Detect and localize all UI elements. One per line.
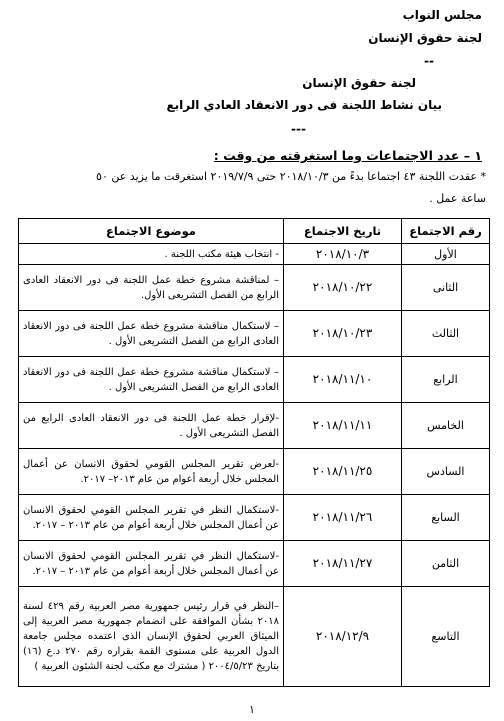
parliament-name: مجلس النواب: [402, 8, 482, 22]
meetings-summary-line2: ساعة عمل .: [429, 192, 486, 205]
section-heading: ١ – عدد الاجتماعات وما استغرقته من وقت :: [213, 148, 482, 163]
table-row: [19, 265, 490, 311]
meeting-topic: –النظر في قرار رئيس جمهورية مصر العربية رقم ٤٢٩ لسنة ٢٠١٨ بشأن الموافقة على انضمام جمهورية مصر العربية إلى الميثاق العربي لحقوق الإنسان الذى اعتمده مجلس جامعة الدول العربية على مستوى القمة بقراره رقم ٢٧٠ د.ع (١٦) بتاريخ ٢٠٠٤/٥/٢٣ ( مشترك مع مكتب لجنة الشئون العربية ): [19, 587, 284, 687]
meetings-summary-line1: * عقدت اللجنة ٤٣ اجتماعا بدءً من ٢٠١٨/١٠/٣ حتى ٢٠١٩/٧/٩ استغرقت ما يزيد عن ٥٠: [96, 170, 486, 183]
table-row: [19, 541, 490, 587]
meeting-date: ٢٠١٨/١١/١٠: [284, 357, 402, 403]
meeting-topic: -لإقرار خطة عمل اللجنة فى دور الانعقاد العادى الرابع من الفصل التشريعى الأول .: [19, 403, 284, 449]
statement-title: بيان نشاط اللجنة فى دور الانعقاد العادي الرابع: [166, 98, 442, 112]
meeting-topic: - انتخاب هيئة مكتب اللجنة .: [19, 244, 284, 265]
col-header-topic: موضوع الاجتماع: [19, 219, 284, 244]
table-row: [19, 357, 490, 403]
table-row: [19, 449, 490, 495]
table-row: [19, 495, 490, 541]
meeting-number: الثامن: [402, 541, 490, 587]
meeting-date: ٢٠١٨/١٠/٢٣: [284, 311, 402, 357]
committee-title: لجنة حقوق الإنسان: [302, 76, 416, 90]
meeting-number: الأول: [402, 244, 490, 265]
col-header-number: رقم الاجتماع: [402, 219, 490, 244]
meeting-date: ٢٠١٨/١١/٢٧: [284, 541, 402, 587]
table-row: [19, 311, 490, 357]
meeting-date: ٢٠١٨/١١/١١: [284, 403, 402, 449]
meeting-number: التاسع: [402, 587, 490, 687]
meeting-number: الثانى: [402, 265, 490, 311]
meetings-table: [18, 218, 490, 687]
table-header-row: [19, 219, 490, 244]
meeting-topic: -لاستكمال النظر في تقرير المجلس القومي لحقوق الانسان عن أعمال المجلس خلال أربعة أعوام من عام ٢٠١٣ – ٢٠١٧.: [19, 495, 284, 541]
meeting-topic: – لمناقشة مشروع خطة عمل اللجنة فى دور الانعقاد العادى الرابع من الفصل التشريعى الأول.: [19, 265, 284, 311]
page-number: ١: [249, 703, 255, 716]
meeting-date: ٢٠١٨/١٢/٩: [284, 587, 402, 687]
meeting-date: ٢٠١٨/١٠/٣: [284, 244, 402, 265]
meeting-number: السادس: [402, 449, 490, 495]
meeting-number: الخامس: [402, 403, 490, 449]
table-row: [19, 587, 490, 687]
meeting-number: السابع: [402, 495, 490, 541]
meeting-topic: -لاستكمال النظر في تقرير المجلس القومي لحقوق الانسان عن أعمال المجلس خلال أربعة أعوام من عام ٢٠١٣ – ٢٠١٧.: [19, 541, 284, 587]
meeting-date: ٢٠١٨/١٠/٢٢: [284, 265, 402, 311]
committee-name-header: لجنة حقوق الإنسان: [368, 31, 482, 45]
meeting-number: الثالث: [402, 311, 490, 357]
meeting-topic: -لعرض تقرير المجلس القومي لحقوق الانسان عن أعمال المجلس خلال أربعة أعوام من عام ٢٠١٣– ٢٠١٧.: [19, 449, 284, 495]
title-dash: ---: [291, 122, 306, 136]
table-row: [19, 403, 490, 449]
meeting-topic: – لاستكمال مناقشة مشروع خطة عمل اللجنة فى دور الانعقاد العادى الرابع من الفصل التشريعى الأول .: [19, 357, 284, 403]
table-row: [19, 244, 490, 265]
meeting-topic: – لاستكمال مناقشة مشروع خطة عمل اللجنة فى دور الانعقاد العادى الرابع من الفصل التشريعى الأول .: [19, 311, 284, 357]
meeting-date: ٢٠١٨/١١/٢٦: [284, 495, 402, 541]
header-dash: --: [424, 54, 434, 68]
col-header-date: تاريخ الاجتماع: [284, 219, 402, 244]
meeting-date: ٢٠١٨/١١/٢٥: [284, 449, 402, 495]
meeting-number: الرابع: [402, 357, 490, 403]
